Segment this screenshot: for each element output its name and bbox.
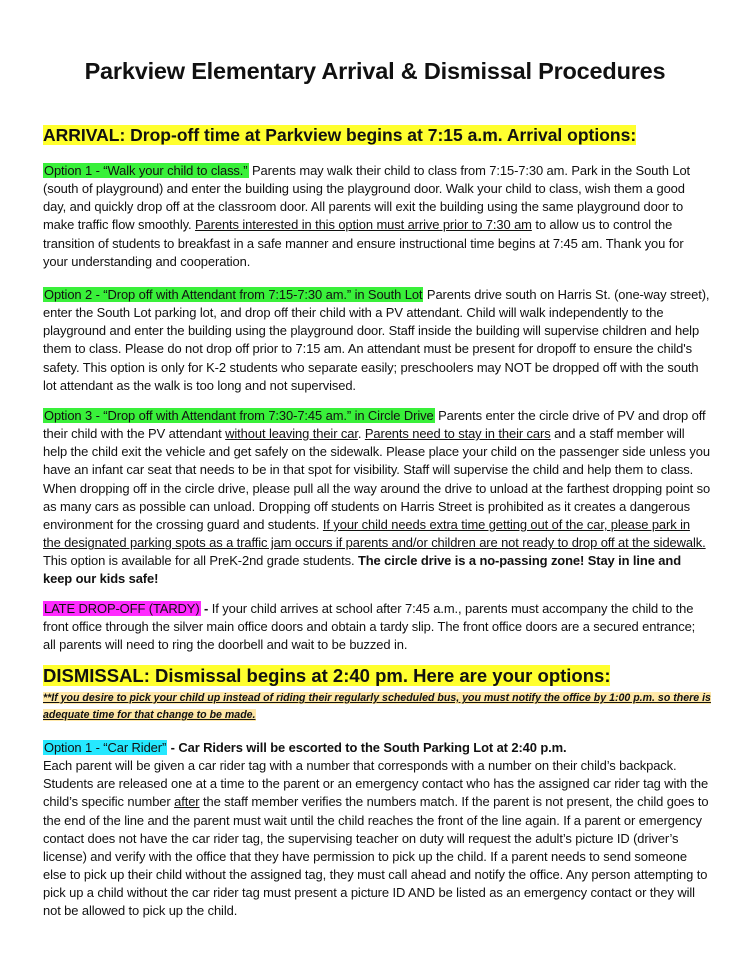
car-rider-label: Option 1 - “Car Rider” <box>44 740 167 755</box>
dismissal-heading: DISMISSAL: Dismissal begins at 2:40 pm. Here are your options: <box>43 665 611 686</box>
option-3-label: Option 3 - “Drop off with Attendant from 7:30-7:45 am.” in Circle Drive <box>44 408 434 423</box>
dismissal-option-1: Option 1 - “Car Rider” - Car Riders will be escorted to the South Parking Lot at 2:40 p.m. Each parent will be given a car rider tag with a number that corresponds with a number on their child’s backpack. Students are released one at a time to the parent or an emergency contact who has the assigned car rider tag with the child’s specific number after the staff member verifies the numbers match. If the parent is not present, the child goes to the end of the line and the parent must wait until the child reaches the front of the line again. If a parent or emergency contact does not have the car rider tag, the supervising teacher on duty will request the adult’s picture ID (driver’s license) and verify with the office that they have permission to pick up the child. If a parent needs to send someone else to pick up their child without the assigned tag, they must call ahead and notify the office. Any person attempting to pick up a child without the car rider tag must present a picture ID AND be listed as an emergency contact or they will not be allowed to pick up the child. <box>43 740 709 919</box>
arrival-option-1: Option 1 - “Walk your child to class.” Parents may walk their child to class from 7:15-7:30 am. Park in the South Lot (south of playground) and enter the building using the playground door. Walk your child to class, wish them a good day, and quickly drop off at the classroom door. All parents will exit the building using the same playground door to make traffic flow smoothly. Parents interested in this option must arrive prior to 7:30 am to allow us to control the transition of students to breakfast in a safe manner and ensure instructional time begins at 7:45 am. Thank you for your understanding and cooperation. <box>43 163 691 269</box>
page-title: Parkview Elementary Arrival & Dismissal Procedures <box>84 58 666 84</box>
no-passing-zone-warning: The circle drive is a no-passing zone! Stay in line and keep our kids safe! <box>43 553 682 587</box>
bus-change-note: **If you desire to pick your child up instead of riding their regularly scheduled bus, you must notify the office by 1:00 p.m. so there is adequate time for that change to be made. <box>43 692 711 721</box>
arrival-option-3: Option 3 - “Drop off with Attendant from 7:30-7:45 am.” in Circle Drive Parents enter the circle drive of PV and drop off their child with the PV attendant without leaving their car. Parents need to stay in their cars and a staff member will help the child exit the vehicle and get safely on the sidewalk. Please place your child on the passenger side unless you have an infant car seat that needs to be in that spot for visibility. Staff will supervise the child and help them to class. When dropping off in the circle drive, please pull all the way around the drive to unload at the farthest dropping point so as many cars as possible can unload. Dropping off students on Harris Street is prohibited as it creates a dangerous environment for the crossing guard and students. If your child needs extra time getting out of the car, please park in the designated parking spots as a traffic jam occurs if parents and/or children are not ready to drop off at the sidewalk. This option is available for all PreK-2nd grade students. The circle drive is a no-passing zone! Stay in line and keep our kids safe! <box>43 408 711 587</box>
late-drop-off: LATE DROP-OFF (TARDY) - If your child arrives at school after 7:45 a.m., parents must accompany the child to the front office through the silver main office doors and obtain a tardy slip. The front office doors are a secured entrance; all parents will need to ring the doorbell and wait to be buzzed in. <box>43 601 696 653</box>
option-1-label: Option 1 - “Walk your child to class.” <box>44 163 248 178</box>
arrival-heading: ARRIVAL: Drop-off time at Parkview begins at 7:15 a.m. Arrival options: <box>43 125 637 145</box>
option-2-label: Option 2 - “Drop off with Attendant from 7:15-7:30 am.” in South Lot <box>44 287 423 302</box>
arrival-option-2: Option 2 - “Drop off with Attendant from 7:15-7:30 am.” in South Lot Parents drive south on Harris St. (one-way street), enter the South Lot parking lot, and drop off their child with a PV attendant. Child will walk independently to the playground and enter the building using the playground door. Staff inside the building will supervise children and help them to class. Please do not drop off prior to 7:15 am. An attendant must be present for dropoff to ensure the child's safety. This option is only for K-2 students who separate easily; preschoolers may NOT be dropped off with the south lot attendant as the walk is too long and not supervised. <box>43 287 710 393</box>
option-1-underlined: Parents interested in this option must arrive prior to 7:30 am <box>195 217 532 233</box>
late-drop-off-label: LATE DROP-OFF (TARDY) <box>44 601 200 616</box>
